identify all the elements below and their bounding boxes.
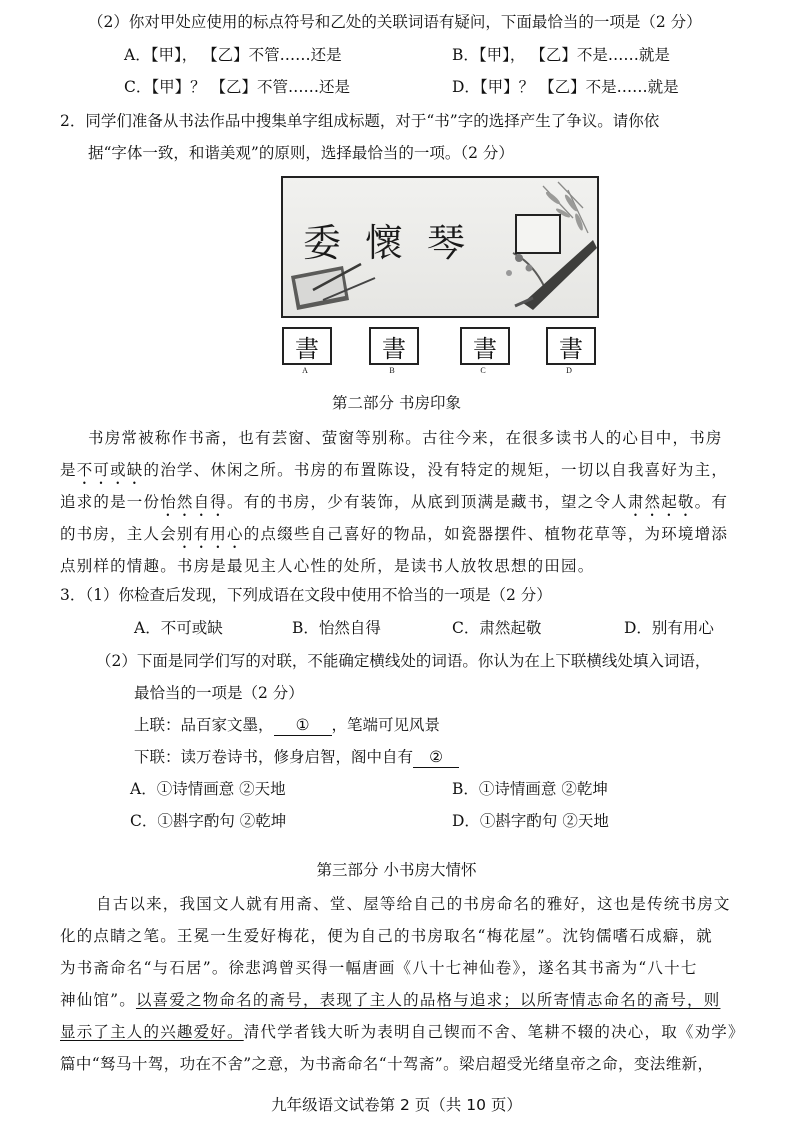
- part2-line4-rest: 的点缀些自己喜好的物品，如瓷器摆件、植物花草等，为环境增添: [243, 525, 729, 543]
- q3-1-option-a: A．不可或缺: [134, 619, 223, 637]
- q3-2-option-d: D．①斟字酌句 ②天地: [452, 812, 609, 830]
- q1-2-option-d: D．【甲】？ 【乙】不是……就是: [452, 78, 679, 96]
- q1-2-stem: （2）你对甲处应使用的标点符号和乙处的关联词语有疑问，下面最恰当的一项是（2 分）: [88, 13, 702, 31]
- part3-line5-underlined: 显示了主人的兴趣爱好。: [60, 1023, 244, 1041]
- part3-line4-underlined: 以喜爱之物命名的斋号，表现了主人的品格与追求；以所寄情志命名的斋号，则: [135, 991, 721, 1009]
- q1-2-option-b: B．【甲】， 【乙】不是……就是: [452, 46, 670, 64]
- q3-1-option-c: C．肃然起敬: [452, 619, 542, 637]
- choice-d-char: 書: [546, 327, 596, 365]
- q3-2-stem-b: 最恰当的一项是（2 分）: [134, 684, 304, 702]
- couplet-lower-a: 下联：读万卷诗书，修身启智，阁中自有: [134, 748, 414, 766]
- part2-line3: [60, 492, 728, 520]
- couplet-upper-b: ，笔端可见风景: [331, 716, 441, 734]
- part2-line3-prefix: 追求的是一份: [60, 493, 161, 511]
- choice-d-label: D: [566, 366, 572, 375]
- choice-c-char: 書: [460, 327, 510, 365]
- q3-1-stem: 3．（1）你检查后发现，下列成语在文段中使用不恰当的一项是（2 分）: [60, 586, 552, 604]
- choice-a-char: 書: [282, 327, 332, 365]
- part3-heading: 第三部分 小书房大情怀: [316, 861, 477, 879]
- part3-line6: 篇中“驽马十驾，功在不舍”之意，为书斋命名“十驾斋”。梁启超受光绪皇帝之命，变法维新，: [60, 1055, 714, 1073]
- part3-line5-b: 清代学者钱大昕为表明自己锲而不舍、笔耕不辍的决心，取《劝学》: [243, 1023, 745, 1041]
- part3-line4: [60, 990, 720, 1010]
- part2-line4-prefix: 的书房，主人会: [60, 525, 177, 543]
- idiom-1: 不可或缺: [76, 461, 144, 479]
- q2-stem-line1: 2．同学们准备从书法作品中搜集单字组成标题，对于“书”字的选择产生了争议。请你依: [60, 112, 660, 130]
- idiom-3: 肃然起敬: [627, 493, 695, 511]
- couplet-upper-a: 上联：品百家文墨，: [134, 716, 274, 734]
- couplet-lower-blank: ②: [413, 747, 459, 768]
- choice-b-char: 書: [369, 327, 419, 365]
- part3-line2: 化的点睛之笔。王冕一生爱好梅花，便为自己的书房取名“梅花屋”。沈钧儒嗜石成癖，就: [60, 927, 713, 945]
- couplet-upper: [134, 715, 440, 736]
- part2-line4: [60, 524, 728, 552]
- couplet-upper-blank: ①: [274, 715, 332, 736]
- part2-line1: 书房常被称作书斋，也有芸窗、萤窗等别称。古往今来，在很多读书人的心目中，书房: [88, 429, 723, 447]
- part3-line5: [60, 1022, 745, 1042]
- q3-2-option-b: B．①诗情画意 ②乾坤: [452, 780, 608, 798]
- q1-2-option-c: C．【甲】？ 【乙】不管……还是: [124, 78, 351, 96]
- figure-blank-box: [515, 214, 561, 254]
- q3-1-option-d: D．别有用心: [624, 619, 714, 637]
- part2-line2-prefix: 是: [60, 461, 77, 479]
- q3-2-stem-a: （2）下面是同学们写的对联，不能确定横线处的词语。你认为在上下联横线处填入词语，: [96, 652, 711, 670]
- part3-line3: 为书斋命名“与石居”。徐悲鸿曾买得一幅唐画《八十七神仙卷》，遂名其书斋为“八十七: [60, 959, 698, 977]
- part2-line3-end: 。有: [694, 493, 729, 511]
- choice-a-label: A: [302, 366, 308, 375]
- q3-1-option-b: B．怡然自得: [292, 619, 381, 637]
- q2-stem-line2: 据“字体一致，和谐美观”的原则，选择最恰当的一项。（2 分）: [88, 144, 514, 162]
- couplet-lower: [134, 747, 459, 768]
- page-footer: 九年级语文试卷第 2 页（共 10 页）: [271, 1096, 522, 1114]
- part2-line3-mid: 。有的书房，少有装饰，从底到顶满是藏书，望之令人: [227, 493, 628, 511]
- q1-2-option-a: A．【甲】， 【乙】不管……还是: [124, 46, 342, 64]
- choice-c-label: C: [480, 366, 486, 375]
- part2-line2-rest: 的治学、休闲之所。书房的布置陈设，没有特定的规矩，一切以自我喜好为主，: [143, 461, 729, 479]
- part2-line2: [60, 460, 728, 488]
- calligraphy-figure: [281, 176, 599, 318]
- q3-2-option-a: A．①诗情画意 ②天地: [130, 780, 286, 798]
- q3-2-option-c: C．①斟字酌句 ②乾坤: [130, 812, 287, 830]
- choice-b-label: B: [389, 366, 395, 375]
- idiom-4: 别有用心: [176, 525, 244, 543]
- part2-line5: 点别样的情趣。书房是最见主人心性的处所，是读书人放牧思想的田园。: [60, 557, 595, 575]
- part3-line1: 自古以来，我国文人就有用斋、堂、屋等给自己的书房命名的雅好，这也是传统书房文: [96, 895, 731, 913]
- part3-line4-a: 神仙馆”。: [60, 991, 136, 1009]
- part2-heading: 第二部分 书房印象: [332, 394, 461, 412]
- idiom-2: 怡然自得: [160, 493, 228, 511]
- figure-title-chars: 委懷琴: [303, 221, 490, 265]
